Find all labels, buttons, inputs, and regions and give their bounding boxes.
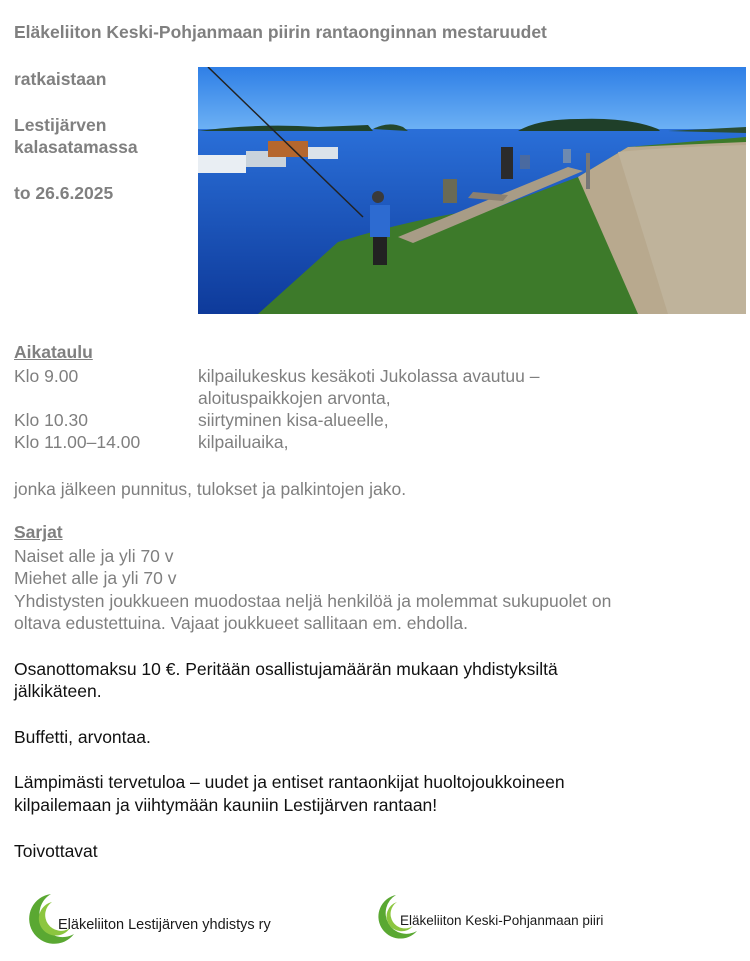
schedule-desc-1b: aloituspaikkojen arvonta,	[198, 388, 391, 408]
series-line-3: Yhdistysten joukkueen muodostaa neljä henkilöä ja molemmat sukupuolet on	[14, 591, 612, 611]
page-title: Eläkeliiton Keski-Pohjanmaan piirin rantaonginnan mestaruudet	[14, 22, 547, 42]
schedule-time-2: Klo 10.30	[14, 410, 88, 430]
buffet-line: Buffetti, arvontaa.	[14, 727, 151, 747]
schedule-time-1: Klo 9.00	[14, 366, 79, 386]
subtitle-line: ratkaistaan	[14, 69, 107, 89]
lake-fishing-photo	[198, 67, 746, 314]
signoff: Toivottavat	[14, 841, 98, 861]
logo-right-text: Eläkeliiton Keski-Pohjanmaan piiri	[400, 913, 604, 928]
fee-line-1: Osanottomaksu 10 €. Peritään osallistujamäärän mukaan yhdistyksiltä	[14, 659, 558, 679]
location-line-1: Lestijärven	[14, 115, 107, 135]
schedule-desc-2: siirtyminen kisa-alueelle,	[198, 410, 389, 430]
schedule-desc-1: kilpailukeskus kesäkoti Jukolassa avautuu –	[198, 366, 540, 386]
event-date: to 26.6.2025	[14, 183, 114, 203]
fee-line-2: jälkikäteen.	[14, 681, 102, 701]
welcome-line-1: Lämpimästi tervetuloa – uudet ja entiset rantaonkijat huoltojoukkoineen	[14, 772, 565, 792]
series-line-1: Naiset alle ja yli 70 v	[14, 546, 174, 566]
schedule-desc-3: kilpailuaika,	[198, 432, 289, 452]
logo-left-text: Eläkeliiton Lestijärven yhdistys ry	[58, 917, 271, 933]
series-line-2: Miehet alle ja yli 70 v	[14, 568, 177, 588]
location-line-2: kalasatamassa	[14, 137, 138, 157]
schedule-heading: Aikataulu	[14, 342, 93, 362]
logo-keski-pohjanmaa	[370, 890, 630, 946]
schedule-time-3: Klo 11.00–14.00	[14, 432, 141, 452]
series-line-4: oltava edustettuina. Vajaat joukkueet sallitaan em. ehdolla.	[14, 613, 469, 633]
schedule-after: jonka jälkeen punnitus, tulokset ja palkintojen jako.	[14, 479, 407, 499]
series-heading: Sarjat	[14, 522, 63, 542]
welcome-line-2: kilpailemaan ja viihtymään kauniin Lestijärven rantaan!	[14, 795, 438, 815]
logo-lestijarvi	[22, 890, 312, 950]
